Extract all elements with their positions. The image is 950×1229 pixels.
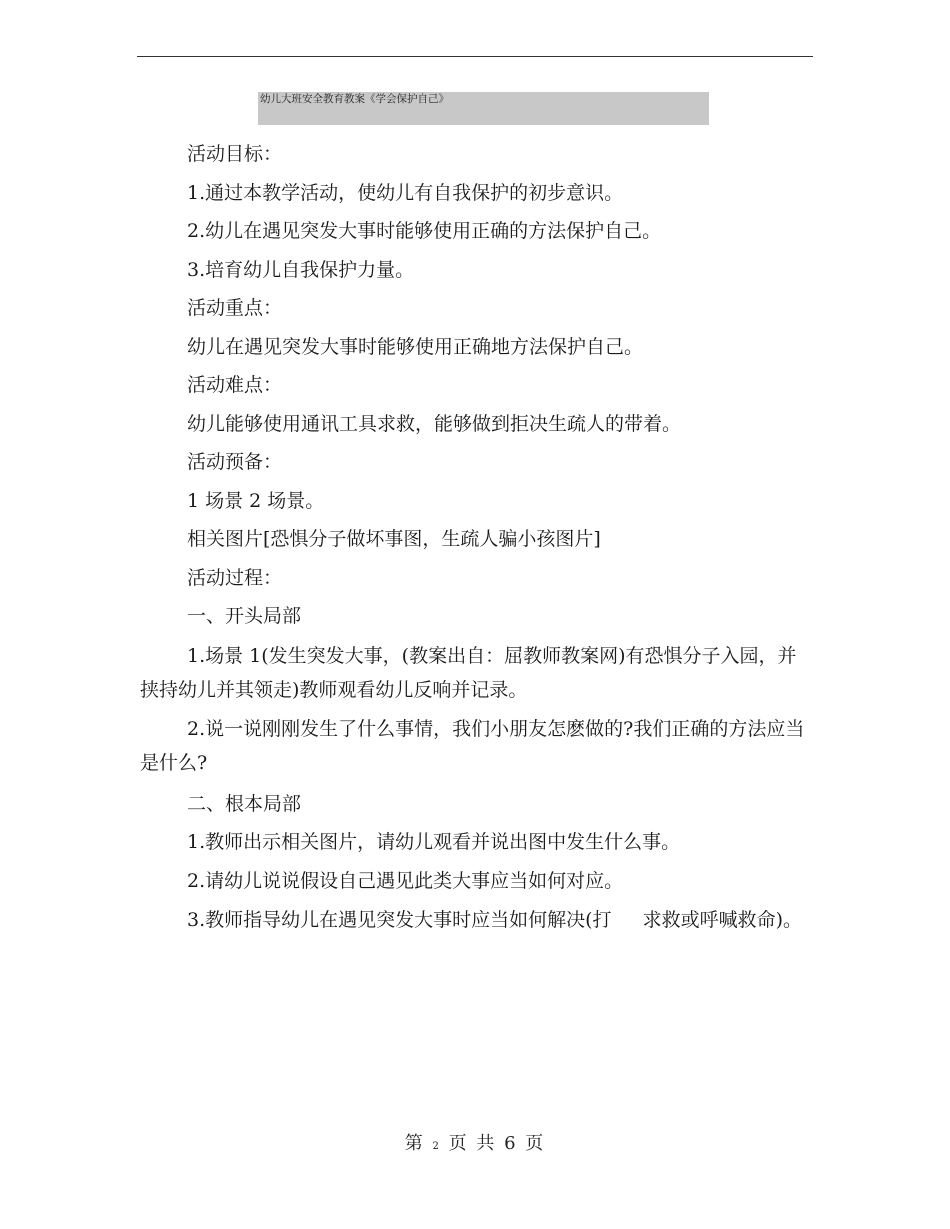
- preparation-text: 1 场景 2 场景。: [187, 489, 325, 512]
- focus-text: 幼儿在遇见突发大事时能够使用正确地方法保护自己。: [187, 335, 644, 358]
- page-footer: [0, 1129, 950, 1155]
- heading-difficulty: 活动难点：: [187, 374, 283, 396]
- footer-prefix: 第: [404, 1133, 425, 1154]
- goal-item: 1.通过本教学活动，使幼儿有自我保护的初步意识。: [187, 181, 624, 204]
- header-rule: [137, 56, 813, 57]
- process-paragraph: 3.教师指导幼儿在遇见突发大事时应当如何解决(打 求救或呼喊救命)。: [187, 909, 803, 931]
- goal-item: 2.幼儿在遇见突发大事时能够使用正确的方法保护自己。: [187, 220, 662, 242]
- goal-item: 3.培育幼儿自我保护力量。: [187, 258, 415, 281]
- document-body: [140, 135, 812, 942]
- page-number: 2: [432, 1141, 441, 1152]
- footer-middle: 页 共: [448, 1133, 497, 1154]
- preparation-images: 相关图片[恐惧分子做坏事图，生疏人骗小孩图片]: [187, 528, 601, 550]
- main-item: 2.请幼儿说说假设自己遇见此类大事应当如何对应。: [187, 869, 624, 892]
- section-opening: 一、开头局部: [187, 605, 302, 627]
- heading-goals: 活动目标：: [187, 143, 283, 165]
- total-pages: 6: [504, 1133, 518, 1154]
- difficulty-text: 幼儿能够使用通讯工具求救，能够做到拒决生疏人的带着。: [187, 412, 682, 435]
- process-paragraph: 2.说一说刚刚发生了什么事情，我们小朋友怎麽做的?我们正确的方法应当是什么?: [140, 717, 805, 774]
- heading-process: 活动过程：: [187, 566, 283, 589]
- heading-focus: 活动重点：: [187, 297, 283, 319]
- document-header: [258, 92, 709, 125]
- document-title: 幼儿大班安全教育教案《学会保护自己》: [260, 93, 449, 105]
- section-main: 二、根本局部: [187, 792, 302, 815]
- main-item: 1.教师出示相关图片，请幼儿观看并说出图中发生什么事。: [187, 831, 681, 853]
- heading-preparation: 活动预备：: [187, 451, 283, 473]
- footer-suffix: 页: [525, 1133, 546, 1154]
- process-paragraph: 1.场景 1(发生突发大事，(教案出自：屈教师教案网)有恐惧分子入园，并挟持幼儿并其领走)教师观看幼儿反响并记录。: [140, 644, 797, 701]
